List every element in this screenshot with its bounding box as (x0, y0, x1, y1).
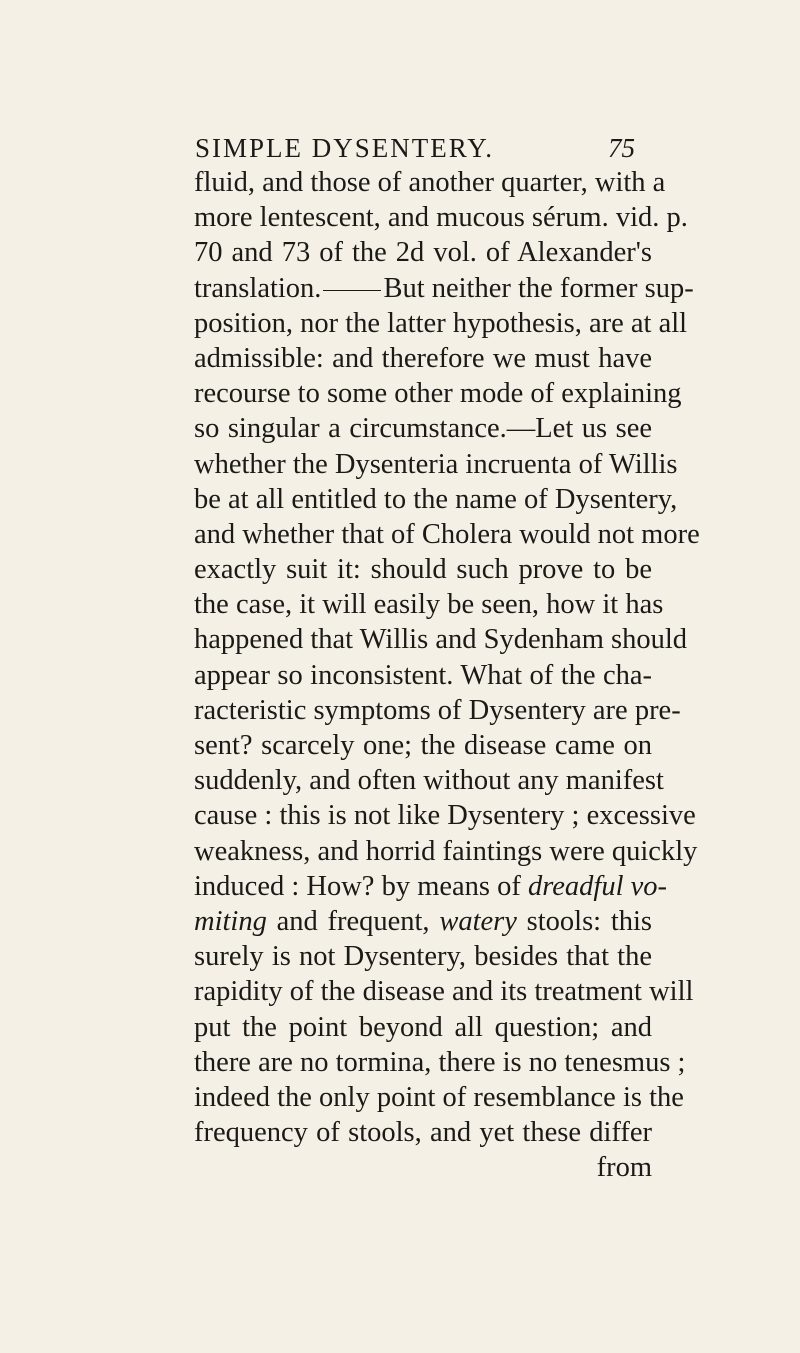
text-line: rapidity of the disease and its treatment will (194, 976, 694, 1008)
page-number: 75 (608, 133, 635, 163)
text-span: stools: this (526, 905, 652, 937)
body-text (194, 165, 700, 1185)
text-line: appear so inconsistent. What of the cha- (194, 659, 652, 691)
text-line: surely is not Dysentery, besides that the (194, 941, 652, 973)
text-line: whether the Dysenteria incruenta of Willis (194, 448, 678, 480)
text-span: and frequent, (276, 905, 430, 937)
running-head (195, 130, 635, 166)
text-line: exactly suit it: should such prove to be (194, 554, 652, 586)
italic-span: watery (439, 905, 517, 937)
text-line: indeed the only point of resemblance is the (194, 1081, 684, 1113)
text-line: the case, it will easily be seen, how it has (194, 589, 664, 621)
running-title: SIMPLE DYSENTERY. (195, 133, 495, 163)
text-span: induced : How? by means of (194, 870, 521, 902)
text-line (194, 200, 688, 235)
text-line: cause : this is not like Dysentery ; excessive (194, 800, 696, 832)
text-line: racteristic symptoms of Dysentery are pre- (194, 694, 681, 726)
text-line (194, 904, 652, 939)
text-line (194, 869, 668, 904)
em-rule (323, 290, 381, 291)
text-line (194, 271, 694, 306)
italic-span: dreadful vo- (528, 870, 668, 902)
text-line: 70 and 73 of the 2d vol. of Alexander's (194, 237, 652, 269)
text-line: so singular a circumstance.—Let us see (194, 413, 652, 445)
text-span: But neither the former sup- (383, 272, 694, 304)
text-line: frequency of stools, and yet these differ (194, 1117, 652, 1149)
text-line: admissible: and therefore we must have (194, 342, 652, 374)
text-line: there are no tormina, there is no tenesmus ; (194, 1046, 686, 1078)
text-span: translation. (194, 272, 322, 304)
text-line: put the point beyond all question; and (194, 1011, 652, 1043)
text-line: be at all entitled to the name of Dysentery, (194, 483, 678, 515)
text-span: more lentescent, and mucous sérum. vid. p. (194, 202, 688, 234)
text-line: recourse to some other mode of explaining (194, 378, 682, 410)
text-line: sent? scarcely one; the disease came on (194, 730, 652, 761)
italic-span: miting (194, 905, 267, 937)
text-line: happened that Willis and Sydenham should (194, 624, 688, 656)
catchword: from (596, 1152, 652, 1184)
text-line: weakness, and horrid faintings were quickly (194, 835, 698, 867)
text-line: fluid, and those of another quarter, with a (194, 167, 666, 198)
text-line: and whether that of Cholera would not more (194, 518, 700, 550)
text-line: position, nor the latter hypothesis, are at all (194, 307, 688, 339)
text-line: suddenly, and often without any manifest (194, 765, 664, 797)
